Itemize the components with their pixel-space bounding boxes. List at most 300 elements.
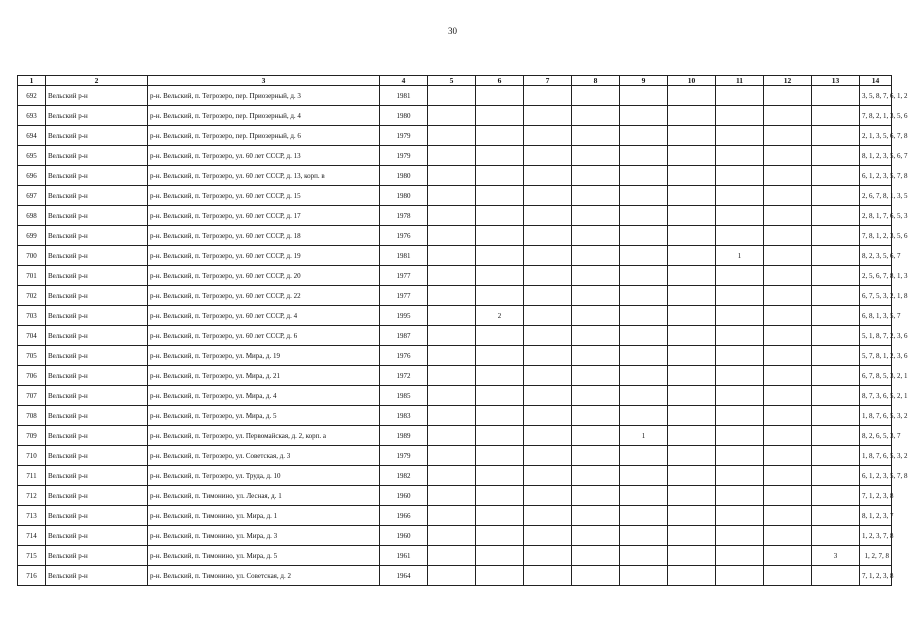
table-cell-col-1: 705 (18, 346, 46, 366)
table-cell-col-1: 713 (18, 506, 46, 526)
table-cell-col-4: 1979 (380, 446, 428, 466)
table-cell-col-13 (812, 146, 860, 166)
table-cell-col-14: 7, 8, 1, 2, 3, 5, 6 (860, 226, 892, 246)
table-cell-col-14: 2, 1, 3, 5, 6, 7, 8 (860, 126, 892, 146)
table-cell-col-9 (620, 246, 668, 266)
page-number: 30 (448, 26, 457, 36)
table-cell-col-7 (524, 426, 572, 446)
table-cell-col-7 (524, 246, 572, 266)
table-cell-col-3: р-н. Вельский, п. Тегрозеро, ул. 60 лет СССР, д. 19 (148, 246, 380, 266)
table-cell-col-3: р-н. Вельский, п. Тегрозеро, ул. Мира, д. 21 (148, 366, 380, 386)
table-cell-col-2: Вельский р-н (46, 546, 148, 566)
table-cell-col-7 (524, 406, 572, 426)
table-cell-col-5 (428, 566, 476, 586)
table-row (18, 86, 892, 106)
table-cell-col-3: р-н. Вельский, п. Тегрозеро, ул. 60 лет СССР, д. 13, корп. в (148, 166, 380, 186)
table-cell-col-11 (716, 546, 764, 566)
table-cell-col-12 (764, 446, 812, 466)
table-cell-col-5 (428, 486, 476, 506)
table-cell-col-2: Вельский р-н (46, 246, 148, 266)
table-cell-col-3: р-н. Вельский, п. Тимонино, ул. Мира, д. 5 (148, 546, 380, 566)
table-cell-col-9 (620, 226, 668, 246)
table-cell-col-5 (428, 546, 476, 566)
table-cell-col-14: 6, 8, 1, 3, 5, 7 (860, 306, 892, 326)
table-cell-col-8 (572, 386, 620, 406)
table-cell-col-1: 699 (18, 226, 46, 246)
table-cell-col-3: р-н. Вельский, п. Тегрозеро, ул. Мира, д. 19 (148, 346, 380, 366)
table-cell-col-4: 1982 (380, 466, 428, 486)
table-cell-col-12 (764, 246, 812, 266)
table-cell-col-3: р-н. Вельский, п. Тегрозеро, ул. 60 лет СССР, д. 13 (148, 146, 380, 166)
table-cell-col-2: Вельский р-н (46, 126, 148, 146)
table-cell-col-3: р-н. Вельский, п. Тегрозеро, ул. 60 лет СССР, д. 15 (148, 186, 380, 206)
table-cell-col-6 (476, 226, 524, 246)
table-cell-col-1: 701 (18, 266, 46, 286)
table-cell-col-5 (428, 266, 476, 286)
table-cell-col-6 (476, 206, 524, 226)
table-cell-col-13 (812, 206, 860, 226)
table-row (18, 206, 892, 226)
table-cell-col-3: р-н. Вельский, п. Тегрозеро, ул. Первомайская, д. 2, корп. а (148, 426, 380, 446)
table-row (18, 526, 892, 546)
table-cell-col-10 (668, 286, 716, 306)
table-cell-col-2: Вельский р-н (46, 146, 148, 166)
table-cell-col-14: 2, 8, 1, 7, 6, 5, 3 (860, 206, 892, 226)
table-cell-col-2: Вельский р-н (46, 206, 148, 226)
table-cell-col-5 (428, 326, 476, 346)
table-cell-col-8 (572, 86, 620, 106)
table-cell-col-5 (428, 466, 476, 486)
table-cell-col-13 (812, 406, 860, 426)
table-cell-col-2: Вельский р-н (46, 486, 148, 506)
table-cell-col-1: 714 (18, 526, 46, 546)
table-cell-col-8 (572, 526, 620, 546)
table-row (18, 146, 892, 166)
table-row (18, 346, 892, 366)
table-cell-col-4: 1960 (380, 486, 428, 506)
table-cell-col-11 (716, 446, 764, 466)
table-cell-col-9 (620, 186, 668, 206)
table-cell-col-2: Вельский р-н (46, 466, 148, 486)
table-cell-col-7 (524, 566, 572, 586)
table-cell-col-2: Вельский р-н (46, 266, 148, 286)
table-cell-col-12 (764, 166, 812, 186)
table-cell-col-10 (668, 166, 716, 186)
table-cell-col-2: Вельский р-н (46, 386, 148, 406)
table-cell-col-13 (812, 426, 860, 446)
table-cell-col-10 (668, 326, 716, 346)
table-cell-col-4: 1972 (380, 366, 428, 386)
table-cell-col-5 (428, 366, 476, 386)
table-cell-col-5 (428, 306, 476, 326)
table-cell-col-3: р-н. Вельский, п. Тимонино, ул. Мира, д. 1 (148, 506, 380, 526)
table-cell-col-9 (620, 106, 668, 126)
table-cell-col-11 (716, 486, 764, 506)
table-cell-col-5 (428, 286, 476, 306)
table-cell-col-4: 1977 (380, 266, 428, 286)
table-cell-col-3: р-н. Вельский, п. Тегрозеро, пер. Приозерный, д. 3 (148, 86, 380, 106)
table-cell-col-9 (620, 466, 668, 486)
table-cell-col-8 (572, 426, 620, 446)
table-cell-col-10 (668, 386, 716, 406)
table-cell-col-14: 6, 1, 2, 3, 5, 7, 8 (860, 166, 892, 186)
table-row (18, 306, 892, 326)
table-cell-col-11 (716, 286, 764, 306)
table-cell-col-2: Вельский р-н (46, 286, 148, 306)
table-cell-col-13 (812, 166, 860, 186)
table-cell-col-2: Вельский р-н (46, 426, 148, 446)
table-cell-col-11 (716, 346, 764, 366)
table-cell-col-5 (428, 166, 476, 186)
table-cell-col-2: Вельский р-н (46, 186, 148, 206)
table-cell-col-14: 1, 8, 7, 6, 5, 3, 2 (860, 446, 892, 466)
table-header (18, 76, 892, 86)
table-cell-col-4: 1985 (380, 386, 428, 406)
table-cell-col-6 (476, 446, 524, 466)
table-cell-col-12 (764, 286, 812, 306)
table-cell-col-9 (620, 206, 668, 226)
table-cell-col-1: 712 (18, 486, 46, 506)
table-cell-col-2: Вельский р-н (46, 86, 148, 106)
table-cell-col-7 (524, 266, 572, 286)
table-cell-col-9 (620, 506, 668, 526)
table-cell-col-1: 716 (18, 566, 46, 586)
table-cell-col-7 (524, 306, 572, 326)
table-cell-col-2: Вельский р-н (46, 346, 148, 366)
table-row (18, 566, 892, 586)
table-cell-col-5 (428, 406, 476, 426)
table-cell-col-10 (668, 206, 716, 226)
table-cell-col-13 (812, 226, 860, 246)
table-cell-col-11 (716, 406, 764, 426)
table-row (18, 406, 892, 426)
table-cell-col-3: р-н. Вельский, п. Тегрозеро, ул. 60 лет СССР, д. 22 (148, 286, 380, 306)
table-cell-col-2: Вельский р-н (46, 166, 148, 186)
table-cell-col-6 (476, 366, 524, 386)
table-row (18, 466, 892, 486)
table-cell-col-12 (764, 366, 812, 386)
table-cell-col-3: р-н. Вельский, п. Тегрозеро, ул. 60 лет СССР, д. 20 (148, 266, 380, 286)
table-cell-col-10 (668, 486, 716, 506)
table-cell-col-5 (428, 426, 476, 446)
table-cell-col-5 (428, 346, 476, 366)
table-cell-col-8 (572, 346, 620, 366)
table-row (18, 226, 892, 246)
table-row (18, 326, 892, 346)
table-cell-col-14: 7, 1, 2, 3, 8 (860, 566, 892, 586)
table-cell-col-10 (668, 566, 716, 586)
table-cell-col-2: Вельский р-н (46, 226, 148, 246)
table-cell-col-4: 1960 (380, 526, 428, 546)
table-cell-col-3: р-н. Вельский, п. Тегрозеро, пер. Приозерный, д. 4 (148, 106, 380, 126)
column-header-4: 4 (380, 76, 428, 86)
column-header-3: 3 (148, 76, 380, 86)
table-cell-col-13 (812, 106, 860, 126)
table-cell-col-6 (476, 346, 524, 366)
table-row (18, 106, 892, 126)
table-cell-col-10 (668, 226, 716, 246)
table-cell-col-12 (764, 206, 812, 226)
table-row (18, 546, 892, 566)
table-cell-col-1: 692 (18, 86, 46, 106)
table-cell-col-8 (572, 166, 620, 186)
table-cell-col-5 (428, 206, 476, 226)
table-cell-col-10 (668, 466, 716, 486)
table-cell-col-2: Вельский р-н (46, 566, 148, 586)
table-row (18, 386, 892, 406)
table-cell-col-8 (572, 326, 620, 346)
table-cell-col-6 (476, 326, 524, 346)
table-cell-col-9 (620, 346, 668, 366)
table-cell-col-14: 6, 7, 8, 5, 3, 2, 1 (860, 366, 892, 386)
table-cell-col-14: 1, 2, 7, 8 (860, 546, 892, 566)
table-cell-col-2: Вельский р-н (46, 446, 148, 466)
table-cell-col-9 (620, 126, 668, 146)
table-cell-col-4: 1979 (380, 126, 428, 146)
table-cell-col-13 (812, 446, 860, 466)
table-cell-col-9 (620, 386, 668, 406)
column-header-8: 8 (572, 76, 620, 86)
table-cell-col-7 (524, 286, 572, 306)
table-cell-col-3: р-н. Вельский, п. Тегрозеро, ул. 60 лет СССР, д. 17 (148, 206, 380, 226)
table-cell-col-7 (524, 326, 572, 346)
table-cell-col-11 (716, 126, 764, 146)
table-cell-col-8 (572, 266, 620, 286)
table-cell-col-8 (572, 186, 620, 206)
table-cell-col-12 (764, 146, 812, 166)
table-cell-col-12 (764, 306, 812, 326)
table-cell-col-14: 5, 1, 8, 7, 2, 3, 6 (860, 326, 892, 346)
table-cell-col-14: 1, 8, 7, 6, 5, 3, 2 (860, 406, 892, 426)
table-cell-col-8 (572, 366, 620, 386)
table-cell-col-11 (716, 266, 764, 286)
table-cell-col-7 (524, 546, 572, 566)
table-cell-col-10 (668, 346, 716, 366)
column-header-14: 14 (860, 76, 892, 86)
table-cell-col-5 (428, 86, 476, 106)
table-cell-col-12 (764, 126, 812, 146)
column-header-11: 11 (716, 76, 764, 86)
table-cell-col-10 (668, 146, 716, 166)
table-cell-col-3: р-н. Вельский, п. Тегрозеро, ул. 60 лет СССР, д. 4 (148, 306, 380, 326)
table-cell-col-12 (764, 386, 812, 406)
table-cell-col-9 (620, 306, 668, 326)
table-cell-col-7 (524, 466, 572, 486)
table-cell-col-5 (428, 386, 476, 406)
table-cell-col-6 (476, 506, 524, 526)
table-cell-col-13 (812, 246, 860, 266)
table-cell-col-14: 5, 7, 8, 1, 2, 3, 6 (860, 346, 892, 366)
table-cell-col-6 (476, 546, 524, 566)
table-cell-col-2: Вельский р-н (46, 406, 148, 426)
table-cell-col-8 (572, 106, 620, 126)
table-row (18, 246, 892, 266)
table-cell-col-9 (620, 546, 668, 566)
table-cell-col-14: 8, 1, 2, 3, 7 (860, 506, 892, 526)
table-cell-col-10 (668, 266, 716, 286)
table-cell-col-5 (428, 246, 476, 266)
table-cell-col-3: р-н. Вельский, п. Тегрозеро, ул. 60 лет СССР, д. 6 (148, 326, 380, 346)
table-cell-col-11 (716, 106, 764, 126)
table-cell-col-14: 8, 1, 2, 3, 5, 6, 7 (860, 146, 892, 166)
table-cell-col-12 (764, 186, 812, 206)
table-cell-col-8 (572, 246, 620, 266)
table-cell-col-6 (476, 126, 524, 146)
table-cell-col-11 (716, 86, 764, 106)
table-cell-col-6 (476, 386, 524, 406)
table-cell-col-9 (620, 566, 668, 586)
table-cell-col-5 (428, 186, 476, 206)
table-cell-col-13 (812, 306, 860, 326)
table-cell-col-12 (764, 426, 812, 446)
table-cell-col-11 (716, 426, 764, 446)
table-cell-col-3: р-н. Вельский, п. Тегрозеро, ул. Мира, д. 4 (148, 386, 380, 406)
table-cell-col-14: 7, 8, 2, 1, 3, 5, 6 (860, 106, 892, 126)
table-cell-col-1: 715 (18, 546, 46, 566)
table-cell-col-7 (524, 126, 572, 146)
table-cell-col-6 (476, 266, 524, 286)
table-cell-col-12 (764, 466, 812, 486)
table-cell-col-4: 1976 (380, 226, 428, 246)
table-cell-col-7 (524, 446, 572, 466)
table-cell-col-7 (524, 346, 572, 366)
table-cell-col-5 (428, 526, 476, 546)
table-cell-col-4: 1989 (380, 426, 428, 446)
table-cell-col-14: 8, 2, 3, 5, 6, 7 (860, 246, 892, 266)
table-cell-col-7 (524, 86, 572, 106)
table-cell-col-11 (716, 566, 764, 586)
table-cell-col-5 (428, 126, 476, 146)
table-cell-col-13 (812, 366, 860, 386)
table-cell-col-8 (572, 546, 620, 566)
table-cell-col-1: 704 (18, 326, 46, 346)
table-cell-col-12 (764, 226, 812, 246)
table-cell-col-2: Вельский р-н (46, 306, 148, 326)
table-cell-col-1: 709 (18, 426, 46, 446)
table-cell-col-1: 697 (18, 186, 46, 206)
table-row (18, 126, 892, 146)
table-cell-col-12 (764, 346, 812, 366)
table-cell-col-1: 710 (18, 446, 46, 466)
table-cell-col-13 (812, 126, 860, 146)
table-cell-col-6 (476, 86, 524, 106)
table-cell-col-13 (812, 86, 860, 106)
table-cell-col-6 (476, 406, 524, 426)
table-cell-col-4: 1980 (380, 166, 428, 186)
table-cell-col-9 (620, 406, 668, 426)
table-cell-col-3: р-н. Вельский, п. Тегрозеро, ул. 60 лет СССР, д. 18 (148, 226, 380, 246)
table-cell-col-11 (716, 146, 764, 166)
table-cell-col-9 (620, 366, 668, 386)
table-cell-col-7 (524, 386, 572, 406)
table-cell-col-3: р-н. Вельский, п. Тимонино, ул. Лесная, д. 1 (148, 486, 380, 506)
table-cell-col-10 (668, 506, 716, 526)
table-cell-col-12 (764, 266, 812, 286)
table-cell-col-9 (620, 266, 668, 286)
table-cell-col-6 (476, 166, 524, 186)
table-cell-col-3: р-н. Вельский, п. Тегрозеро, ул. Советская, д. 3 (148, 446, 380, 466)
table-cell-col-6 (476, 426, 524, 446)
table-cell-col-6 (476, 466, 524, 486)
table-cell-col-12 (764, 486, 812, 506)
table-cell-col-13: 3 (812, 546, 860, 566)
table-cell-col-8 (572, 506, 620, 526)
table-row (18, 166, 892, 186)
table-cell-col-6 (476, 246, 524, 266)
table-cell-col-10 (668, 426, 716, 446)
table-row (18, 506, 892, 526)
table-cell-col-14: 8, 7, 3, 6, 5, 2, 1 (860, 386, 892, 406)
table-cell-col-7 (524, 486, 572, 506)
table-cell-col-10 (668, 366, 716, 386)
table-cell-col-5 (428, 106, 476, 126)
column-header-9: 9 (620, 76, 668, 86)
table-cell-col-1: 706 (18, 366, 46, 386)
table-cell-col-9 (620, 526, 668, 546)
table-cell-col-10 (668, 106, 716, 126)
table-cell-col-3: р-н. Вельский, п. Тегрозеро, ул. Труда, д. 10 (148, 466, 380, 486)
table-cell-col-1: 703 (18, 306, 46, 326)
column-header-12: 12 (764, 76, 812, 86)
table-cell-col-12 (764, 526, 812, 546)
table-cell-col-2: Вельский р-н (46, 526, 148, 546)
table-cell-col-1: 700 (18, 246, 46, 266)
table-row (18, 266, 892, 286)
table-cell-col-13 (812, 486, 860, 506)
table-cell-col-2: Вельский р-н (46, 106, 148, 126)
table-cell-col-11 (716, 206, 764, 226)
table-cell-col-4: 1977 (380, 286, 428, 306)
table-cell-col-8 (572, 466, 620, 486)
table-cell-col-13 (812, 386, 860, 406)
table-cell-col-13 (812, 526, 860, 546)
table-cell-col-6 (476, 486, 524, 506)
table-cell-col-6 (476, 286, 524, 306)
column-header-13: 13 (812, 76, 860, 86)
table-cell-col-7 (524, 206, 572, 226)
table-cell-col-10 (668, 86, 716, 106)
table-cell-col-10 (668, 186, 716, 206)
table-cell-col-8 (572, 286, 620, 306)
table-cell-col-5 (428, 446, 476, 466)
table-cell-col-1: 707 (18, 386, 46, 406)
table-cell-col-11 (716, 366, 764, 386)
table-body (18, 86, 908, 586)
table-row (18, 186, 892, 206)
table-cell-col-10 (668, 406, 716, 426)
table-cell-col-11 (716, 226, 764, 246)
table-cell-col-4: 1976 (380, 346, 428, 366)
table-cell-col-10 (668, 546, 716, 566)
table-cell-col-8 (572, 486, 620, 506)
table-cell-col-11 (716, 386, 764, 406)
table-cell-col-10 (668, 246, 716, 266)
table-row (18, 486, 892, 506)
table-cell-col-1: 708 (18, 406, 46, 426)
table-cell-col-4: 1979 (380, 146, 428, 166)
table-cell-col-13 (812, 326, 860, 346)
column-header-1: 1 (18, 76, 46, 86)
table-cell-col-14: 2, 6, 7, 8, 1, 3, 5 (860, 186, 892, 206)
table-cell-col-13 (812, 466, 860, 486)
table-cell-col-4: 1980 (380, 186, 428, 206)
table-cell-col-1: 698 (18, 206, 46, 226)
column-header-7: 7 (524, 76, 572, 86)
table-cell-col-1: 696 (18, 166, 46, 186)
table-cell-col-11 (716, 306, 764, 326)
table-cell-col-9 (620, 326, 668, 346)
table-cell-col-5 (428, 506, 476, 526)
